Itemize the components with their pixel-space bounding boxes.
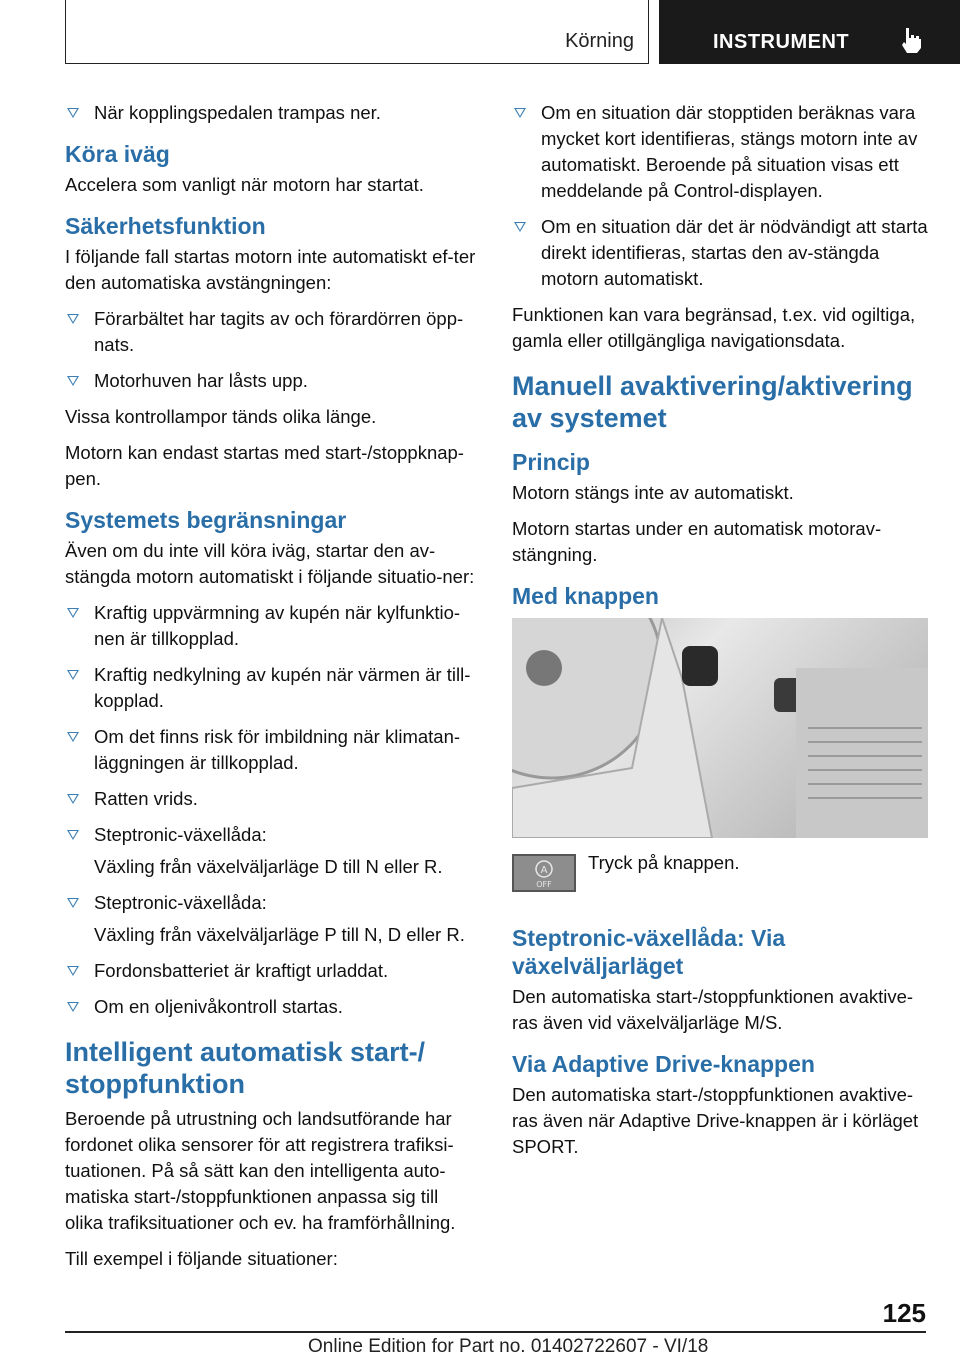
paragraph: Accelera som vanligt när motorn har startat. xyxy=(65,174,424,195)
heading-sakerhetsfunktion: Säkerhetsfunktion xyxy=(65,213,266,239)
auto-start-stop-off-button-icon xyxy=(512,854,576,892)
paragraph: Motorn stängs inte av automatiskt. xyxy=(512,482,794,503)
left-column xyxy=(65,100,480,1282)
list-item-text: Om en situation där det är nödvändigt att starta direkt identifieras, startas den av-stängda motorn automatiskt. xyxy=(541,216,928,289)
bullet-triangle-icon xyxy=(67,314,79,324)
list-item xyxy=(65,994,480,1020)
list-item-text: Om en oljenivåkontroll startas. xyxy=(94,996,343,1017)
paragraph: Den automatiska start-/stoppfunktionen avaktive-ras även vid växelväljarläge M/S. xyxy=(512,986,914,1033)
list-item xyxy=(65,600,480,652)
button-instruction-row xyxy=(512,852,932,910)
list-item-text: Kraftig uppvärmning av kupén när kylfunktio-nen är tillkopplad. xyxy=(94,602,461,649)
footer-edition: Online Edition for Part no. 01402722607 - VI/18 xyxy=(308,1336,709,1357)
bullet-triangle-icon xyxy=(67,108,79,118)
list-item xyxy=(65,724,480,776)
paragraph: I följande fall startas motorn inte automatiskt ef-ter den automatiska avstängningen: xyxy=(65,246,476,293)
button-caption: Tryck på knappen. xyxy=(588,852,740,873)
paragraph: Även om du inte vill köra iväg, startar den av-stängda motorn automatiskt i följande situatio-ner: xyxy=(65,540,475,587)
heading-princip: Princip xyxy=(512,449,590,475)
header-section-box xyxy=(65,0,649,64)
heading-via-adaptive-drive: Via Adaptive Drive-knappen xyxy=(512,1051,815,1077)
footer-divider xyxy=(65,1331,926,1333)
bullet-triangle-icon xyxy=(67,376,79,386)
header-tab-instrument xyxy=(659,0,960,64)
paragraph: Motorn startas under en automatisk motorav-stängning. xyxy=(512,518,882,565)
list-item xyxy=(65,890,480,916)
list-item xyxy=(65,786,480,812)
tab-label: INSTRUMENT xyxy=(713,31,850,53)
list-item-text: Förarbältet har tagits av och förardörren öpp-nats. xyxy=(94,308,464,355)
list-item xyxy=(65,306,480,358)
list-item xyxy=(65,100,480,126)
paragraph: Beroende på utrustning och landsutförande har fordonet olika sensorer för att registrera trafiksi-tuationen. På så sätt kan den intelligenta auto-matiska start-/stoppfunktionen anpassa sig till olika trafiksituationer och ev. ha framförhållning. xyxy=(65,1108,456,1233)
heading-med-knappen: Med knappen xyxy=(512,583,659,609)
heading-kora-ivag: Köra iväg xyxy=(65,141,170,167)
section-label: Körning xyxy=(565,30,634,52)
list-item xyxy=(65,368,480,394)
heading-intelligent-start-stop: Intelligent automatisk start-/ stoppfunktion xyxy=(65,1037,426,1099)
paragraph: Funktionen kan vara begränsad, t.ex. vid ogiltiga, gamla eller otillgängliga navigationsdata. xyxy=(512,304,916,351)
list-item-subtext: Växling från växelväljarläge P till N, D eller R. xyxy=(94,924,465,945)
heading-steptronic-via-vaxelvaljare: Steptronic-växellåda: Via växelväljarläget xyxy=(512,925,786,979)
list-item xyxy=(65,822,480,848)
bullet-triangle-icon xyxy=(67,794,79,804)
list-item-text: Motorhuven har låsts upp. xyxy=(94,370,308,391)
bullet-triangle-icon xyxy=(67,898,79,908)
heading-systemets-begransningar: Systemets begränsningar xyxy=(65,507,347,533)
paragraph: Den automatiska start-/stoppfunktionen avaktive-ras även när Adaptive Drive-knappen är i körläget SPORT. xyxy=(512,1084,919,1157)
bullet-triangle-icon xyxy=(67,608,79,618)
paragraph: Till exempel i följande situationer: xyxy=(65,1248,338,1269)
list-item-text: Om en situation där stopptiden beräknas vara mycket kort identifieras, stängs motorn inte av automatiskt. Beroende på situation visas ett meddelande på Control-displayen. xyxy=(541,102,918,201)
list-item-text: Om det finns risk för imbildning när klimatan-läggningen är tillkopplad. xyxy=(94,726,461,773)
list-item-text: Ratten vrids. xyxy=(94,788,198,809)
heading-manuell-avaktivering: Manuell avaktivering/aktivering av systemet xyxy=(512,371,913,433)
list-item-subtext: Växling från växelväljarläge D till N eller R. xyxy=(94,856,443,877)
list-item-text: När kopplingspedalen trampas ner. xyxy=(94,102,381,123)
list-item xyxy=(65,958,480,984)
bullet-triangle-icon xyxy=(514,222,526,232)
bullet-triangle-icon xyxy=(67,670,79,680)
svg-text:OFF: OFF xyxy=(536,880,552,889)
page-number: 125 xyxy=(882,1298,926,1328)
paragraph: Vissa kontrollampor tänds olika länge. xyxy=(65,406,377,427)
bullet-triangle-icon xyxy=(67,1002,79,1012)
bullet-triangle-icon xyxy=(67,830,79,840)
bullet-triangle-icon xyxy=(67,732,79,742)
list-item xyxy=(512,100,932,204)
list-item xyxy=(65,662,480,714)
hand-pointer-icon xyxy=(899,26,925,59)
dashboard-photo xyxy=(512,618,928,838)
list-item-text: Steptronic-växellåda: xyxy=(94,892,267,913)
svg-text:A: A xyxy=(540,865,548,876)
bullet-triangle-icon xyxy=(67,966,79,976)
right-column xyxy=(512,100,932,1170)
list-item-text: Kraftig nedkylning av kupén när värmen är till-kopplad. xyxy=(94,664,471,711)
paragraph: Motorn kan endast startas med start-/stoppknap-pen. xyxy=(65,442,464,489)
list-item-text: Steptronic-växellåda: xyxy=(94,824,267,845)
list-item-text: Fordonsbatteriet är kraftigt urladdat. xyxy=(94,960,389,981)
list-item xyxy=(512,214,932,292)
bullet-triangle-icon xyxy=(514,108,526,118)
